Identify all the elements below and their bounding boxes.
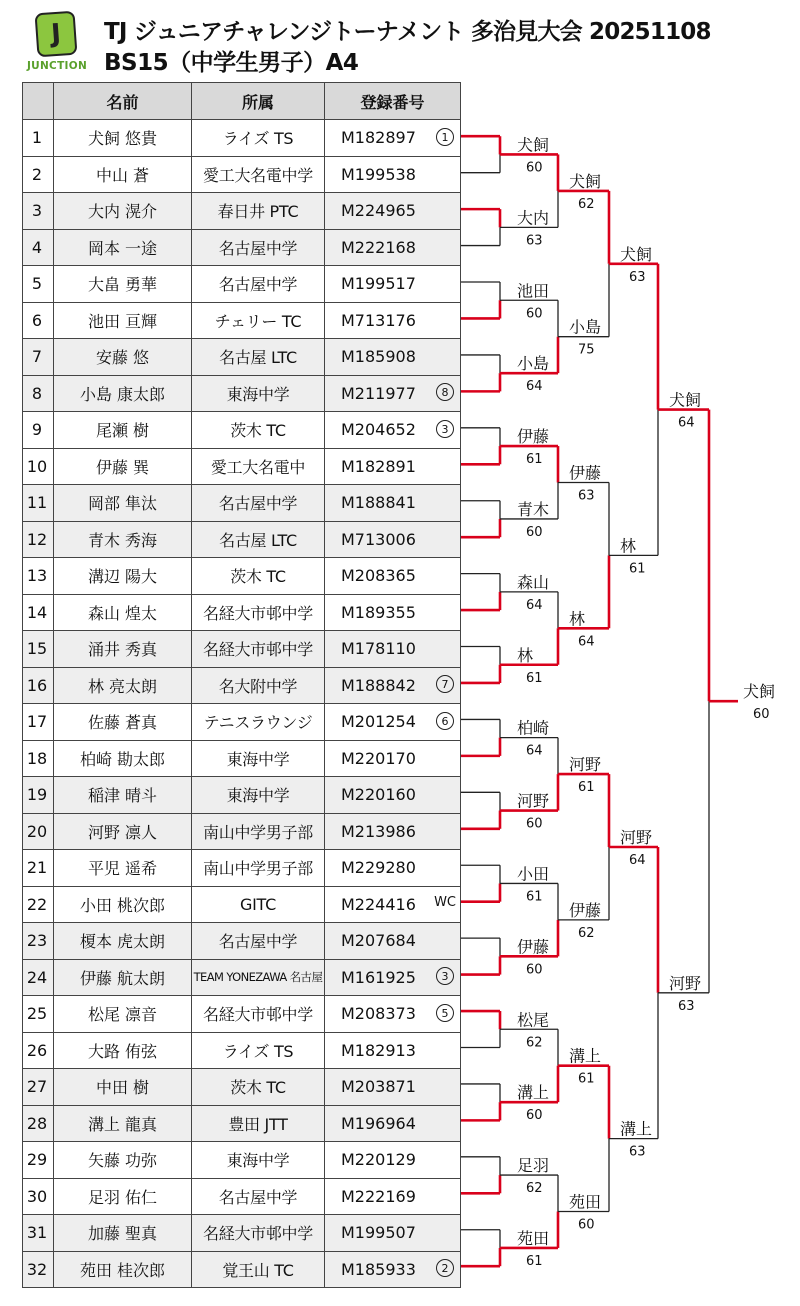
registration-number: M208365 (341, 566, 416, 586)
match-score: 60 (526, 962, 543, 978)
match-score: 60 (526, 1108, 543, 1124)
player-name: 中田 樹 (54, 1069, 192, 1106)
player-number: 4 (23, 229, 54, 266)
seed-badge: 3 (436, 420, 454, 438)
match-score: 63 (678, 998, 695, 1014)
player-name: 岡部 隼汰 (54, 485, 192, 522)
player-number: 17 (23, 704, 54, 741)
match-winner-name: 河野 (620, 828, 653, 847)
player-affiliation: 名古屋中学 (192, 229, 325, 266)
player-affiliation: 愛工大名電中 (192, 448, 325, 485)
registration-number: M224416 (341, 894, 416, 914)
player-number: 21 (23, 850, 54, 887)
match-score: 62 (578, 196, 595, 212)
registration-number: M199538 (341, 164, 416, 184)
match-score: 60 (578, 1217, 595, 1233)
match-winner-name: 溝上 (620, 1119, 653, 1139)
player-affiliation: ライズ TS (192, 120, 325, 157)
player-name: 榎本 虎太朗 (54, 923, 192, 960)
match-score: 60 (526, 160, 543, 176)
match-score: 75 (578, 342, 595, 358)
player-affiliation: 覚王山 TC (192, 1251, 325, 1288)
draw-subtitle: BS15（中学生男子）A4 (104, 50, 359, 76)
registration-number: M185908 (341, 347, 416, 367)
registration-number: M161925 (341, 967, 416, 987)
logo-text: JUNCTION (26, 60, 88, 72)
header-registration: 登録番号 (325, 83, 461, 120)
player-number: 29 (23, 1142, 54, 1179)
registration-number: M224965 (341, 201, 416, 221)
player-affiliation: 愛工大名電中学 (192, 156, 325, 193)
player-number: 16 (23, 667, 54, 704)
match-score: 60 (753, 707, 770, 723)
player-name: 足羽 佑仁 (54, 1178, 192, 1215)
player-number: 24 (23, 959, 54, 996)
header-affiliation: 所属 (192, 83, 325, 120)
match-score: 60 (526, 524, 543, 540)
player-number: 14 (23, 594, 54, 631)
player-name: 安藤 悠 (54, 339, 192, 376)
player-name: 苑田 桂次郎 (54, 1251, 192, 1288)
registration-number: M207684 (341, 931, 416, 951)
seed-badge: 8 (436, 383, 454, 401)
registration-number: M220170 (341, 748, 416, 768)
player-affiliation: 名古屋中学 (192, 1178, 325, 1215)
registration-number: M188842 (341, 675, 416, 695)
player-affiliation: 東海中学 (192, 375, 325, 412)
player-number: 6 (23, 302, 54, 339)
player-number: 5 (23, 266, 54, 303)
player-number: 7 (23, 339, 54, 376)
logo-badge-letter: J (50, 18, 62, 50)
seed-badge: 5 (436, 1004, 454, 1022)
match-score: 64 (629, 853, 646, 868)
player-name: 松尾 凛音 (54, 996, 192, 1033)
player-name: 佐藤 蒼真 (54, 704, 192, 741)
match-score: 62 (526, 1035, 543, 1051)
seed-badge: 3 (436, 967, 454, 985)
match-winner-name: 伊藤 (569, 463, 602, 483)
match-score: 62 (526, 1181, 543, 1197)
registration-number: M199507 (341, 1223, 416, 1243)
player-number: 8 (23, 375, 54, 412)
match-winner-name: 苑田 (517, 1228, 550, 1248)
player-number: 3 (23, 193, 54, 230)
player-affiliation: 東海中学 (192, 777, 325, 814)
registration-number: M199517 (341, 274, 416, 294)
player-name: 柏崎 勘太郎 (54, 740, 192, 777)
match-winner-name: 犬飼 (669, 390, 702, 410)
player-number: 11 (23, 485, 54, 522)
match-winner-name: 小田 (517, 864, 550, 884)
player-number: 2 (23, 156, 54, 193)
match-winner-name: 林 (517, 645, 534, 665)
player-name: 池田 亘輝 (54, 302, 192, 339)
match-score: 64 (526, 379, 543, 395)
match-score: 61 (526, 889, 543, 905)
player-name: 林 亮太朗 (54, 667, 192, 704)
registration-number: M713176 (341, 310, 416, 330)
match-score: 63 (629, 1144, 646, 1160)
player-affiliation: 南山中学男子部 (192, 813, 325, 850)
player-name: 稲津 晴斗 (54, 777, 192, 814)
player-name: 伊藤 巽 (54, 448, 192, 485)
player-affiliation: 東海中学 (192, 740, 325, 777)
player-number: 15 (23, 631, 54, 668)
player-affiliation: 茨木 TC (192, 558, 325, 595)
player-number: 28 (23, 1105, 54, 1142)
match-winner-name: 犬飼 (620, 244, 653, 264)
match-score: 61 (526, 1253, 543, 1269)
player-name: 伊藤 航太朗 (54, 959, 192, 996)
match-score: 61 (578, 780, 595, 796)
player-name: 大畠 勇華 (54, 266, 192, 303)
player-number: 27 (23, 1069, 54, 1106)
player-number: 13 (23, 558, 54, 595)
match-winner-name: 足羽 (517, 1156, 550, 1176)
tournament-title: TJ ジュニアチャレンジトーナメント 多治見大会 20251108 (104, 19, 711, 45)
registration-number: M178110 (341, 639, 416, 659)
match-score: 60 (526, 816, 543, 832)
seed-badge: 6 (436, 712, 454, 730)
player-number: 26 (23, 1032, 54, 1069)
player-number: 19 (23, 777, 54, 814)
match-score: 61 (526, 452, 543, 468)
player-name: 平児 遥希 (54, 850, 192, 887)
seed-badge: 2 (436, 1259, 454, 1277)
player-name: 小島 康太郎 (54, 375, 192, 412)
match-winner-name: 柏崎 (517, 718, 550, 738)
player-number: 25 (23, 996, 54, 1033)
player-name: 森山 煌太 (54, 594, 192, 631)
match-score: 64 (678, 415, 695, 431)
player-name: 矢藤 功弥 (54, 1142, 192, 1179)
player-affiliation: 名古屋中学 (192, 485, 325, 522)
match-winner-name: 犬飼 (569, 171, 602, 191)
match-winner-name: 溝上 (569, 1046, 602, 1066)
player-affiliation: チェリー TC (192, 302, 325, 339)
match-score: 62 (578, 925, 595, 941)
player-number: 18 (23, 740, 54, 777)
player-affiliation: 名古屋 LTC (192, 339, 325, 376)
player-affiliation: GITC (192, 886, 325, 923)
match-winner-name: 苑田 (569, 1192, 602, 1212)
player-name: 犬飼 悠貴 (54, 120, 192, 157)
registration-number: M182897 (341, 128, 416, 148)
player-affiliation: 名大附中学 (192, 667, 325, 704)
player-affiliation: 茨木 TC (192, 1069, 325, 1106)
match-winner-name: 伊藤 (517, 427, 550, 447)
match-winner-name: 池田 (517, 281, 550, 301)
registration-number: M713006 (341, 529, 416, 549)
registration-number: M220129 (341, 1150, 416, 1170)
registration-number: M208373 (341, 1004, 416, 1024)
registration-number: M222168 (341, 237, 416, 257)
player-name: 溝上 龍真 (54, 1105, 192, 1142)
header-name: 名前 (54, 83, 192, 120)
player-affiliation: 名経大市邨中学 (192, 1215, 325, 1252)
match-winner-name: 犬飼 (517, 135, 550, 155)
match-winner-name: 小島 (517, 354, 550, 374)
player-name: 小田 桃次郎 (54, 886, 192, 923)
player-affiliation: 名経大市邨中学 (192, 996, 325, 1033)
player-name: 岡本 一途 (54, 229, 192, 266)
player-name: 河野 凛人 (54, 813, 192, 850)
player-affiliation: 春日井 PTC (192, 193, 325, 230)
player-number: 12 (23, 521, 54, 558)
player-affiliation: 東海中学 (192, 1142, 325, 1179)
player-name: 中山 蒼 (54, 156, 192, 193)
player-number: 31 (23, 1215, 54, 1252)
registration-number: M220160 (341, 785, 416, 805)
match-score: 64 (526, 743, 543, 759)
player-affiliation: 名古屋 LTC (192, 521, 325, 558)
player-affiliation: テニスラウンジ (192, 704, 325, 741)
seed-badge: 1 (436, 128, 454, 146)
match-winner-name: 林 (620, 536, 637, 556)
player-name: 溝辺 陽大 (54, 558, 192, 595)
wildcard-badge: WC (434, 895, 456, 911)
match-winner-name: 溝上 (517, 1083, 550, 1103)
player-name: 涌井 秀真 (54, 631, 192, 668)
player-name: 加藤 聖真 (54, 1215, 192, 1252)
player-name: 大内 滉介 (54, 193, 192, 230)
registration-number: M182913 (341, 1040, 416, 1060)
player-affiliation: 茨木 TC (192, 412, 325, 449)
match-winner-name: 河野 (569, 755, 602, 775)
match-winner-name: 松尾 (517, 1010, 550, 1030)
match-winner-name: 大内 (517, 208, 550, 228)
player-name: 大路 侑弦 (54, 1032, 192, 1069)
match-winner-name: 林 (569, 609, 586, 629)
player-number: 10 (23, 448, 54, 485)
player-number: 9 (23, 412, 54, 449)
match-score: 63 (629, 269, 646, 285)
registration-number: M201254 (341, 712, 416, 732)
registration-number: M211977 (341, 383, 416, 403)
player-number: 30 (23, 1178, 54, 1215)
player-name: 青木 秀海 (54, 521, 192, 558)
match-winner-name: 犬飼 (743, 682, 776, 702)
registration-number: M229280 (341, 858, 416, 878)
registration-number: M203871 (341, 1077, 416, 1097)
match-score: 60 (526, 306, 543, 322)
player-affiliation: 名経大市邨中学 (192, 631, 325, 668)
seed-badge: 7 (436, 675, 454, 693)
player-number: 22 (23, 886, 54, 923)
match-score: 61 (629, 561, 646, 577)
registration-number: M204652 (341, 420, 416, 440)
registration-number: M196964 (341, 1113, 416, 1133)
match-winner-name: 河野 (517, 791, 550, 811)
player-affiliation: 南山中学男子部 (192, 850, 325, 887)
registration-number: M185933 (341, 1259, 416, 1279)
match-score: 64 (526, 597, 543, 613)
registration-number: M188841 (341, 493, 416, 513)
match-winner-name: 河野 (669, 973, 702, 993)
match-score: 63 (526, 233, 543, 249)
player-affiliation: TEAM YONEZAWA 名古屋 (192, 959, 325, 996)
player-affiliation: 名古屋中学 (192, 923, 325, 960)
player-affiliation: ライズ TS (192, 1032, 325, 1069)
match-winner-name: 伊藤 (517, 937, 550, 957)
match-winner-name: 森山 (517, 572, 550, 592)
player-number: 23 (23, 923, 54, 960)
match-winner-name: 伊藤 (569, 900, 602, 920)
registration-number: M222169 (341, 1186, 416, 1206)
player-affiliation: 豊田 JTT (192, 1105, 325, 1142)
match-score: 61 (578, 1071, 595, 1087)
player-name: 尾瀬 樹 (54, 412, 192, 449)
registration-number: M213986 (341, 821, 416, 841)
player-number: 20 (23, 813, 54, 850)
player-affiliation: 名経大市邨中学 (192, 594, 325, 631)
registration-number: M189355 (341, 602, 416, 622)
match-score: 64 (578, 634, 595, 650)
registration-number: M182891 (341, 456, 416, 476)
player-number: 32 (23, 1251, 54, 1288)
match-score: 61 (526, 670, 543, 686)
player-number: 1 (23, 120, 54, 157)
match-winner-name: 小島 (569, 317, 602, 337)
match-winner-name: 青木 (517, 499, 550, 519)
player-affiliation: 名古屋中学 (192, 266, 325, 303)
match-score: 63 (578, 488, 595, 504)
